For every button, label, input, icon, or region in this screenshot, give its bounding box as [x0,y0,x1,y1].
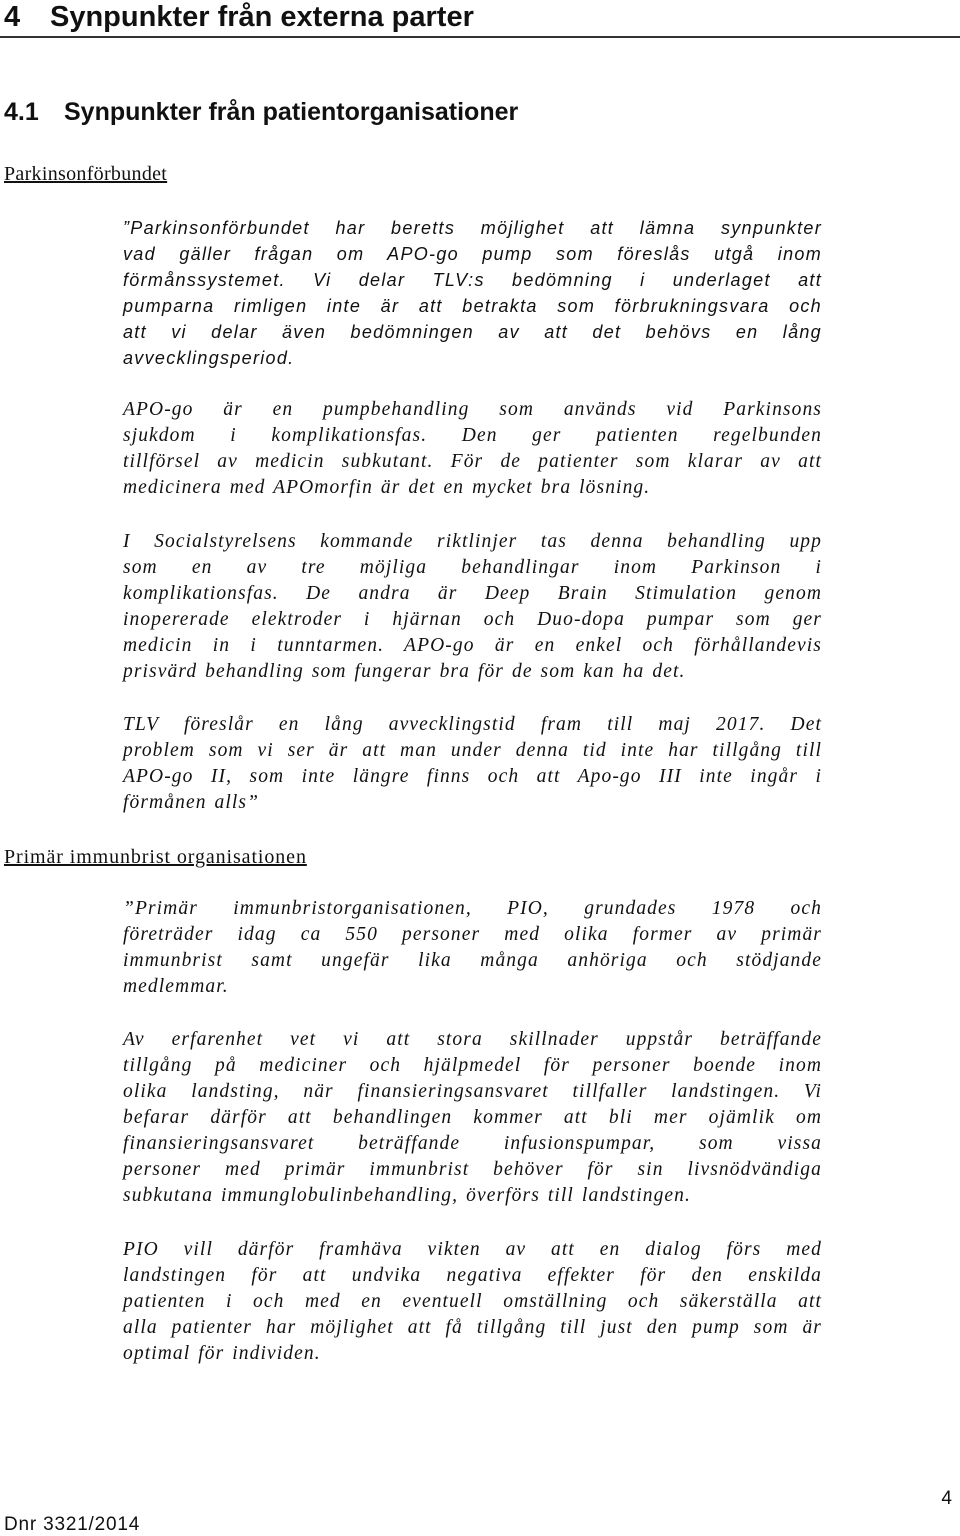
quote-paragraph [123,896,822,1000]
text-line: olika landsting, när finansieringsansvaret tillfaller landstingen. Vi [123,1081,822,1102]
quote-paragraph [123,1027,822,1209]
text-line: förmånssystemet. Vi delar TLV:s bedömning i underlaget att [123,270,822,290]
subsection-title-pio: Primär immunbrist organisationen [4,846,307,868]
chapter-title: Synpunkter från externa parter [50,1,474,33]
text-line: företräder idag ca 550 personer med olika former av primär [123,924,822,945]
quote-paragraph [123,712,822,816]
text-line: pumparna rimligen inte är att betrakta som förbrukningsvara och [123,296,822,316]
text-line: befarar därför att behandlingen kommer att bli mer ojämlik om [123,1107,822,1128]
quote-paragraph [123,1237,822,1367]
heading-rule [0,36,960,38]
text-line: att vi delar även bedömningen av att det behövs en lång [123,322,822,342]
text-line: patienten i och med en eventuell omställning och säkerställa att [123,1291,822,1312]
text-line: medlemmar. [123,976,229,997]
text-line: vad gäller frågan om APO-go pump som föreslås utgå inom [123,244,822,264]
text-line: problem som vi ser är att man under denna tid inte har tillgång till [123,740,822,761]
text-line: immunbrist samt ungefär lika många anhöriga och stödjande [123,950,822,971]
section-heading [4,96,518,128]
quote-paragraph [123,397,822,501]
text-line: APO-go II, som inte längre finns och att Apo-go III inte ingår i [123,766,822,787]
text-line: Av erfarenhet vet vi att stora skillnader uppstår beträffande [123,1029,822,1050]
text-line: medicin in i tunntarmen. APO-go är en enkel och förhållandevis [123,635,822,656]
section-number: 4.1 [4,98,39,126]
text-line: personer med primär immunbrist behöver för sin livsnödvändiga [123,1159,822,1180]
text-line: PIO vill därför framhäva vikten av att en dialog förs med [123,1239,822,1260]
quote-paragraph [123,215,822,371]
text-line: TLV föreslår en lång avvecklingstid fram till maj 2017. Det [123,714,822,735]
text-line: medicinera med APOmorfin är det en mycket bra lösning. [123,477,651,498]
text-line: I Socialstyrelsens kommande riktlinjer tas denna behandling upp [123,531,822,552]
text-line: avvecklingsperiod. [123,348,295,368]
text-line: som en av tre möjliga behandlingar inom Parkinson i [123,557,822,578]
text-line: inopererade elektroder i hjärnan och Duo-dopa pumpar som ger [123,609,822,630]
quote-paragraph [123,529,822,685]
page-number: 4 [941,1488,952,1509]
text-line: finansieringsansvaret beträffande infusionspumpar, som vissa [123,1133,822,1154]
text-line: landstingen för att undvika negativa effekter för den enskilda [123,1265,822,1286]
chapter-heading [4,0,474,34]
text-line: subkutana immunglobulinbehandling, överförs till landstingen. [123,1185,691,1206]
text-line: ”Primär immunbristorganisationen, PIO, grundades 1978 och [123,898,822,919]
text-line: sjukdom i komplikationsfas. Den ger patienten regelbunden [123,425,822,446]
chapter-number: 4 [4,1,21,33]
subsection-title-parkinsonforbundet: Parkinsonförbundet [4,163,168,185]
text-line: ”Parkinsonförbundet har beretts möjlighet att lämna synpunkter [123,218,822,238]
text-line: alla patienter har möjlighet att få tillgång till just den pump som är [123,1317,822,1338]
text-line: optimal för individen. [123,1343,321,1364]
text-line: tillförsel av medicin subkutant. För de patienter som klarar av att [123,451,822,472]
text-line: förmånen alls” [123,792,260,813]
text-line: komplikationsfas. De andra är Deep Brain Stimulation genom [123,583,822,604]
document-reference: Dnr 3321/2014 [4,1514,141,1535]
text-line: prisvärd behandling som fungerar bra för de som kan ha det. [123,661,686,682]
text-line: APO-go är en pumpbehandling som används vid Parkinsons [123,399,822,420]
section-title: Synpunkter från patientorganisationer [64,98,519,126]
text-line: tillgång på mediciner och hjälpmedel för personer boende inom [123,1055,822,1076]
